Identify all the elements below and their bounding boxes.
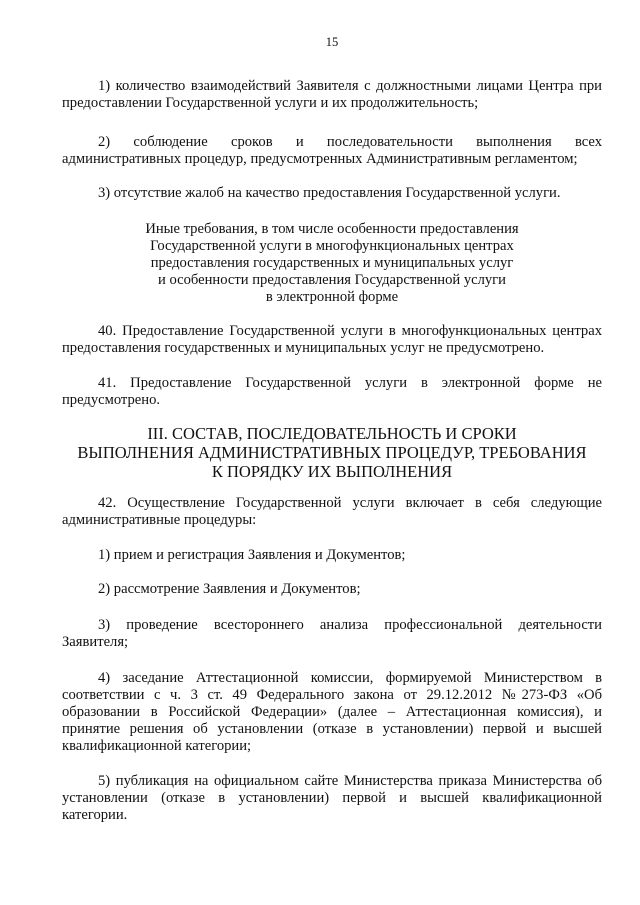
section-heading-line: К ПОРЯДКУ ИХ ВЫПОЛНЕНИЯ	[211, 462, 453, 481]
subheading-line: и особенности предоставления Государственной услуги	[158, 272, 506, 288]
paragraph-40: 40. Предоставление Государственной услуги в многофункциональных центрах предоставления государственных и муниципальных услуг не предусмотрено.	[62, 323, 602, 356]
subheading-line: предоставления государственных и муниципальных услуг	[150, 255, 514, 271]
procedure-item-2: 2) рассмотрение Заявления и Документов;	[98, 581, 361, 597]
paragraph-41: 41. Предоставление Государственной услуги в электронной форме не предусмотрено.	[62, 375, 602, 408]
subheading-line: в электронной форме	[265, 289, 399, 305]
paragraph-item-3: 3) отсутствие жалоб на качество предоставления Государственной услуги.	[98, 185, 561, 201]
paragraph-item-1: 1) количество взаимодействий Заявителя с должностными лицами Центра при предоставлении Государственной услуги и их продолжительность;	[62, 78, 602, 111]
section-heading-line: ВЫПОЛНЕНИЯ АДМИНИСТРАТИВНЫХ ПРОЦЕДУР, ТРЕБОВАНИЯ	[77, 443, 587, 462]
document-page	[62, 0, 602, 905]
paragraph-42: 42. Осуществление Государственной услуги включает в себя следующие административные процедуры:	[62, 495, 602, 528]
page-number: 15	[325, 35, 339, 49]
procedure-item-3: 3) проведение всестороннего анализа профессиональной деятельности Заявителя;	[62, 617, 602, 650]
section-heading	[62, 424, 602, 481]
procedure-item-4: 4) заседание Аттестационной комиссии, формируемой Министерством в соответствии с ч. 3 ст. 49 Федерального закона от 29.12.2012 №273-ФЗ «Об образовании в Российской Федерации» (далее – Аттестационная комиссия), и принятие решения об установлении (отказе в установлении) первой и высшей квалификационной категории;	[62, 670, 602, 754]
subheading	[62, 221, 602, 306]
procedure-item-5: 5) публикация на официальном сайте Министерства приказа Министерства об установлении (отказе в установлении) первой и высшей квалификационной категории.	[62, 773, 602, 823]
procedure-item-1: 1) прием и регистрация Заявления и Документов;	[98, 547, 406, 563]
paragraph-item-2: 2) соблюдение сроков и последовательности выполнения всех административных процедур, предусмотренных Административным регламентом;	[62, 134, 602, 167]
section-heading-line: III. СОСТАВ, ПОСЛЕДОВАТЕЛЬНОСТЬ И СРОКИ	[147, 424, 517, 443]
subheading-line: Иные требования, в том числе особенности предоставления	[145, 221, 519, 237]
subheading-line: Государственной услуги в многофункциональных центрах	[150, 238, 514, 254]
